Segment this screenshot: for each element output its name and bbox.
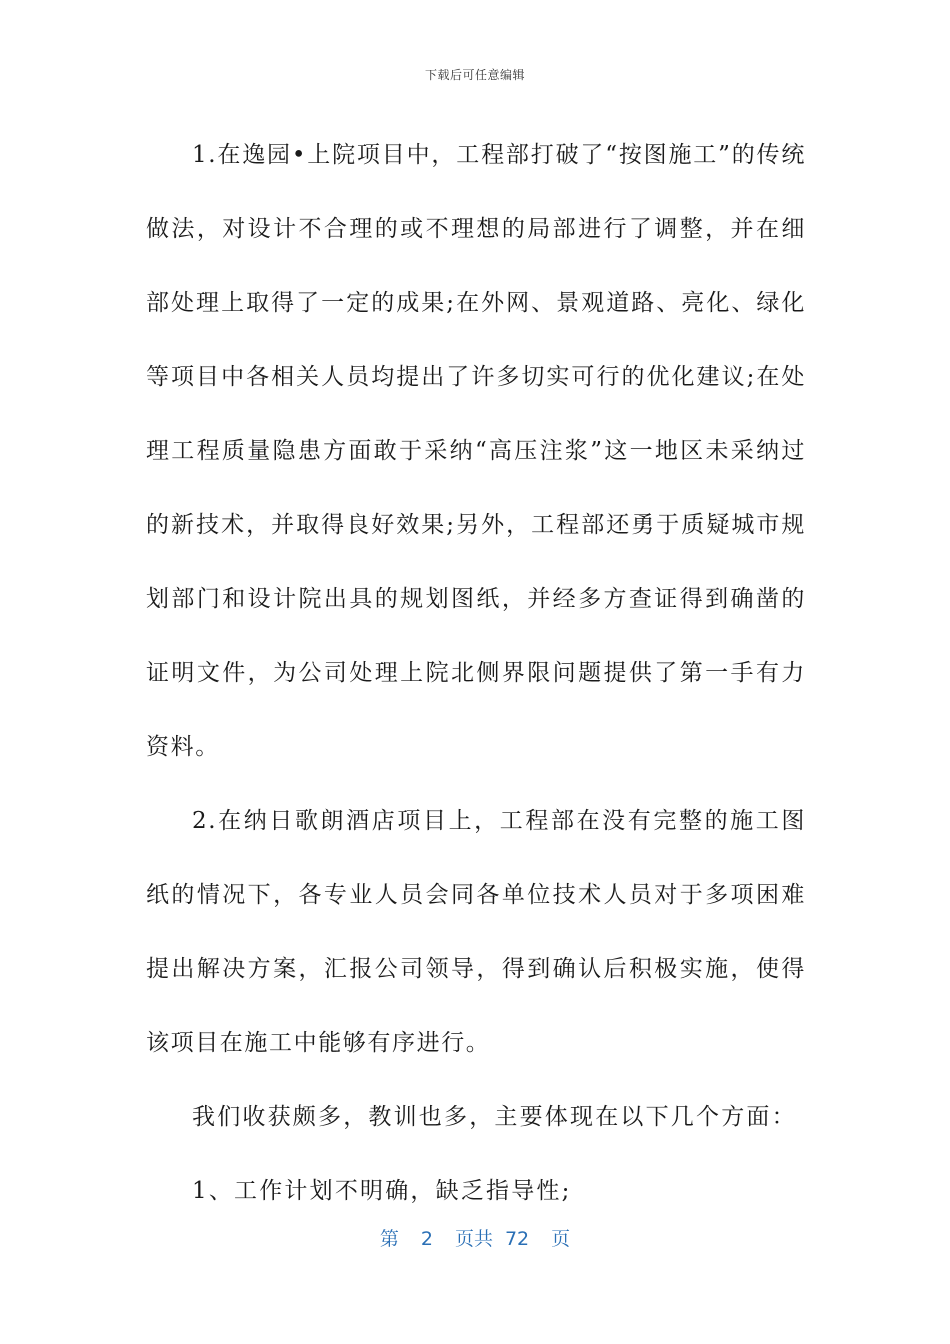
paragraph-1: 1.在逸园•上院项目中，工程部打破了“按图施工”的传统做法，对设计不合理的或不理想的局部进行了调整，并在细部处理上取得了一定的成果;在外网、景观道路、亮化、绿化等项目中各相关人员均提出了许多切实可行的优化建议;在处理工程质量隐患方面敢于采纳“高压注浆”这一地区未采纳过的新技术，并取得良好效果;另外，工程部还勇于质疑城市规划部门和设计院出具的规划图纸，并经多方查证得到确凿的证明文件，为公司处理上院北侧界限问题提供了第一手有力资料。 [146, 142, 806, 760]
current-page-number: 2 [420, 1228, 433, 1250]
paragraph-2: 2.在纳日歌朗酒店项目上，工程部在没有完整的施工图纸的情况下，各专业人员会同各单位技术人员对于多项困难提出解决方案，汇报公司领导，得到确认后积极实施，使得该项目在施工中能够有序进行。 [146, 808, 806, 1056]
paragraph-3: 我们收获颇多，教训也多，主要体现在以下几个方面： [192, 1104, 797, 1130]
paragraph-4: 1、工作计划不明确，缺乏指导性; [192, 1178, 572, 1204]
footer-middle: 页共 [454, 1228, 493, 1250]
footer-suffix: 页 [551, 1228, 571, 1250]
header-note: 下载后可任意编辑 [424, 68, 525, 82]
page-footer [0, 1224, 950, 1251]
total-pages-number: 72 [504, 1228, 530, 1250]
footer-prefix: 第 [379, 1228, 399, 1250]
document-body [146, 118, 806, 1228]
